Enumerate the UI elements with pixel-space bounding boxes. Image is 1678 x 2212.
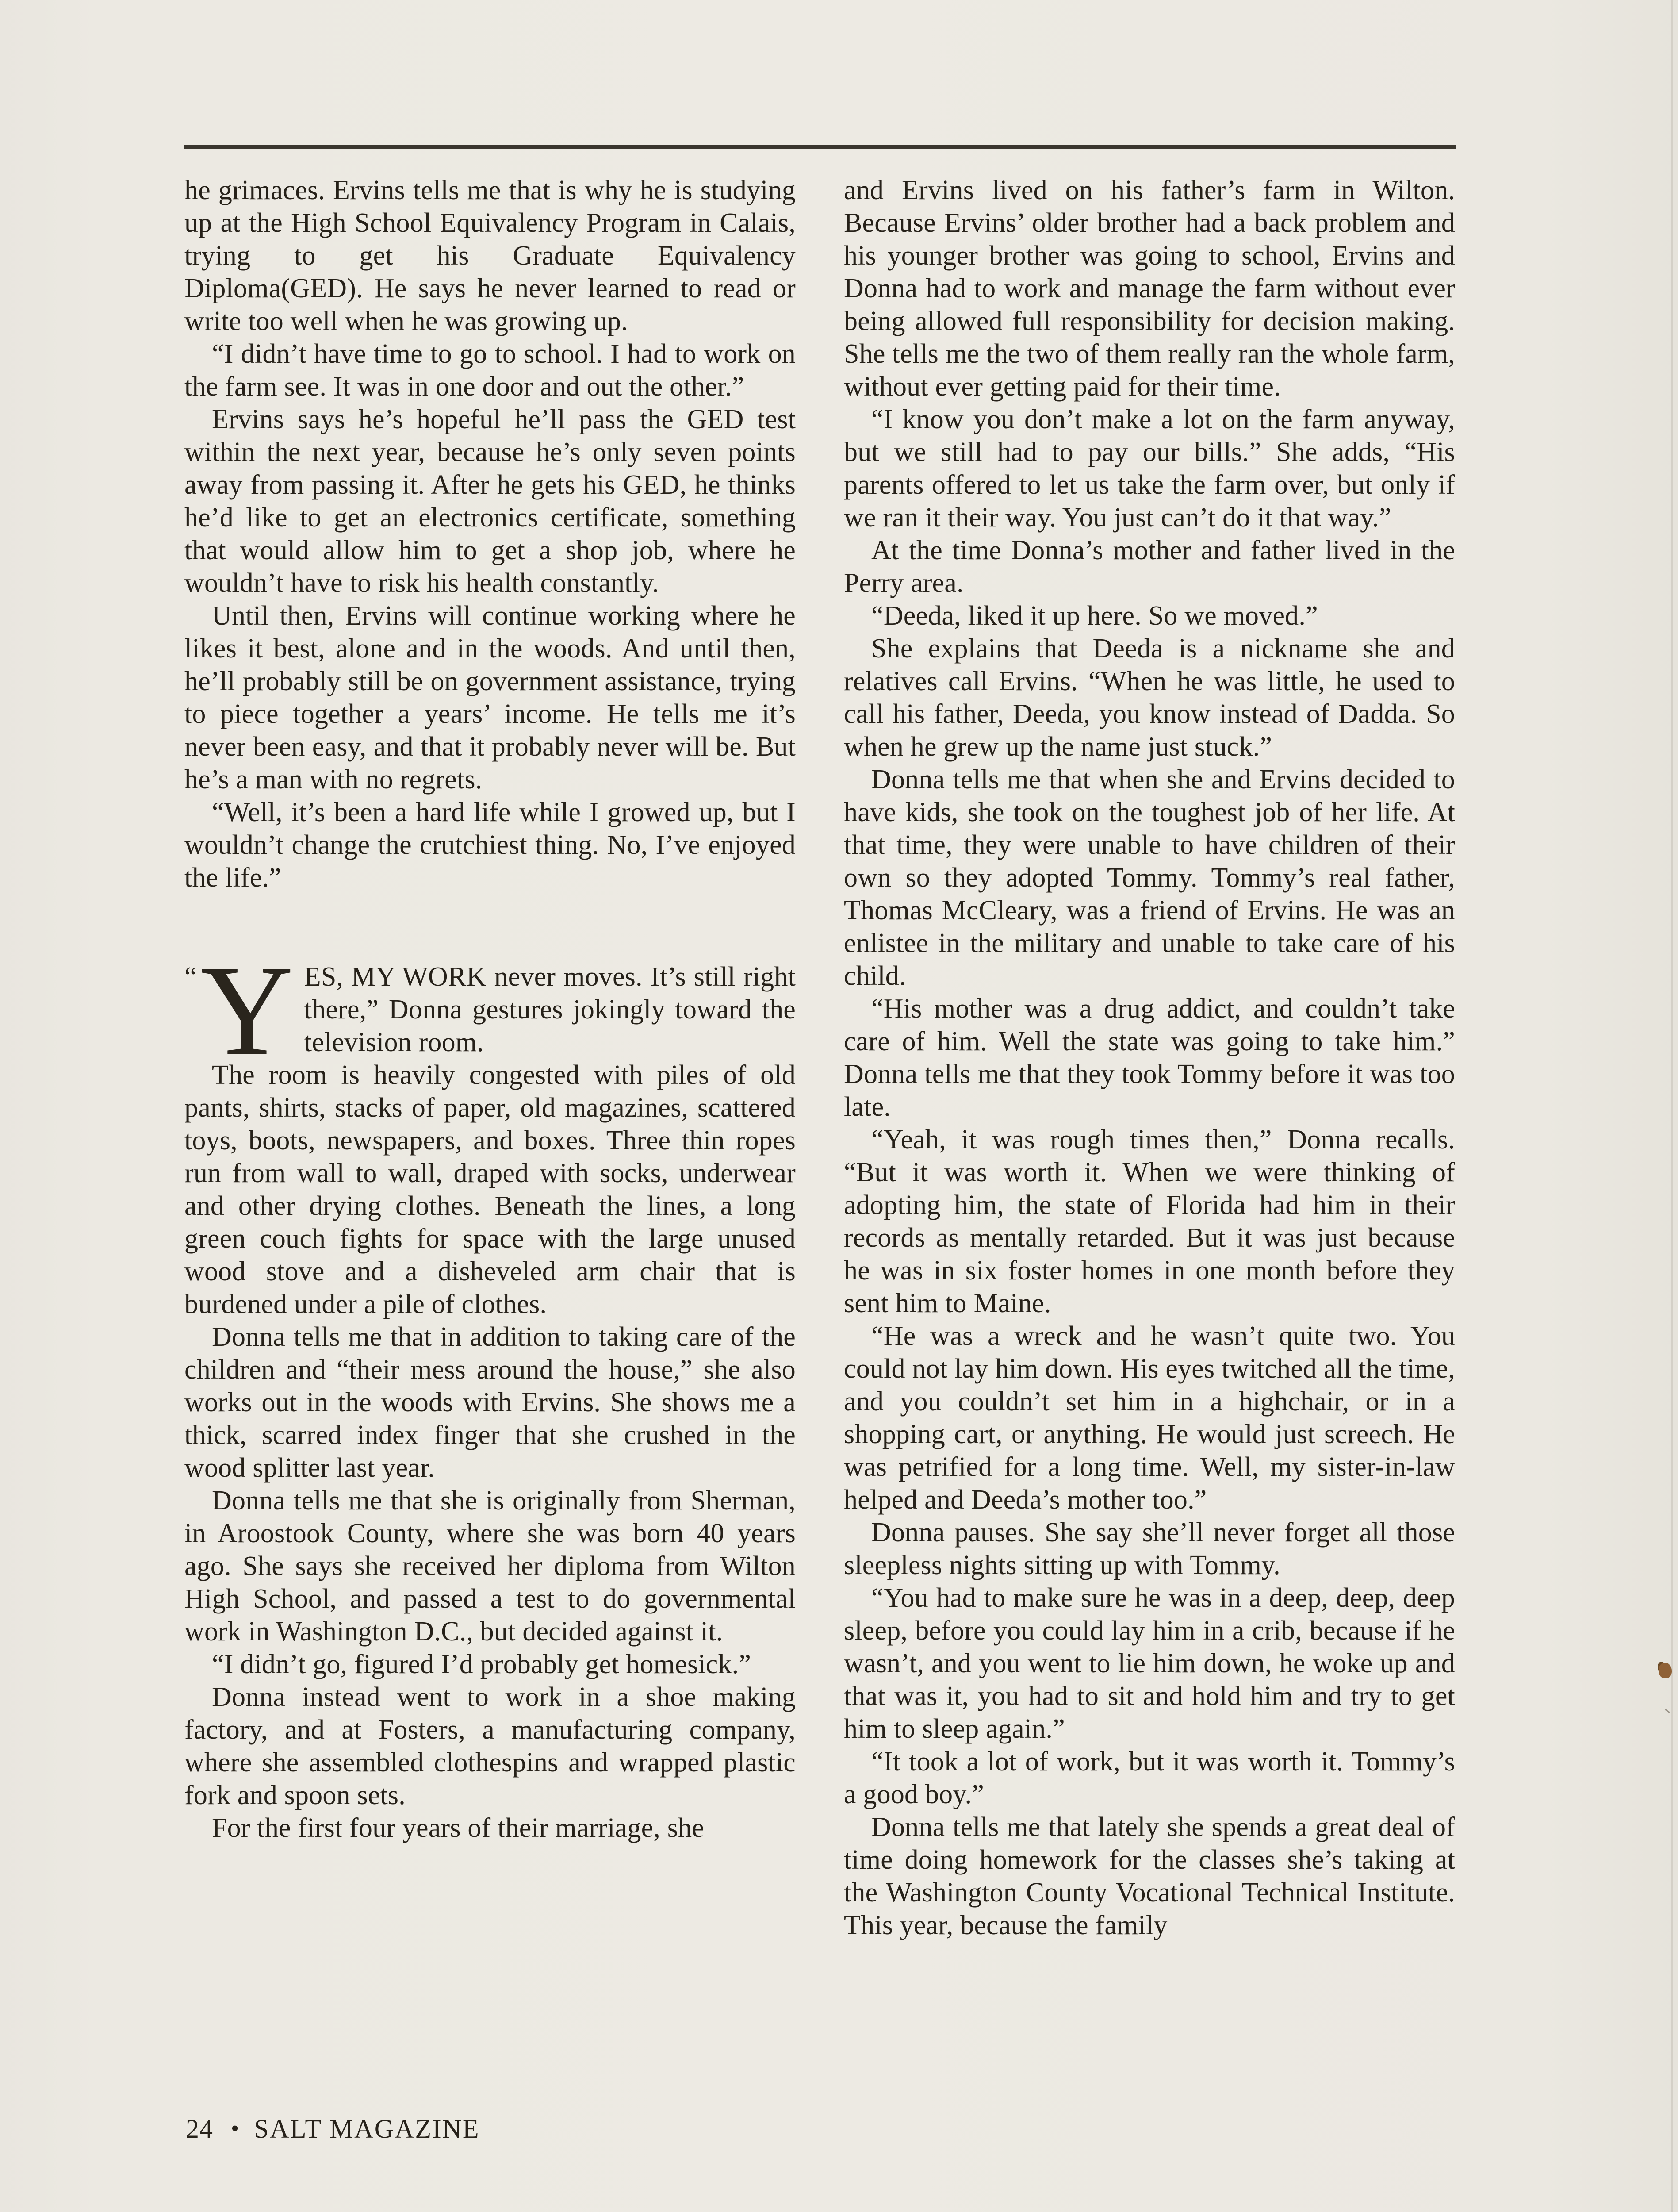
drop-cap-quote: “ (184, 962, 197, 992)
paragraph: “Deeda, liked it up here. So we moved.” (871, 601, 1318, 631)
paragraph: “His mother was a drug addict, and couldn’t take care of him. Well the state was going to take him.” Donna tells me that they took Tommy before it was too late. (844, 994, 1455, 1122)
paragraph: Donna tells me that she is originally from Sherman, in Aroostook County, where she was born 40 years ago. She says she received her diploma from Wilton High School, and passed a test to do governmental work in Washington D.C., but decided against it. (184, 1486, 796, 1647)
page-number: 24 (186, 2114, 213, 2143)
scan-page-edge (1671, 0, 1673, 2212)
paragraph: Ervins says he’s hopeful he’ll pass the GED test within the next year, because he’s only seven points away from passing it. After he gets his GED, he thinks he’d like to get an electronics certificate, something that would allow him to get a shop job, where he wouldn’t have to risk his health constantly. (184, 404, 796, 598)
drop-cap (184, 939, 294, 1082)
bullet-separator-icon: • (231, 2116, 239, 2141)
paragraph: and Ervins lived on his father’s farm in Wilton. Because Ervins’ older brother had a back problem and his younger brother was going to school, Ervins and Donna had to work and manage the farm without ever being allowed full responsibility for decision making. She tells me the two of them really ran the whole farm, without ever getting paid for their time. (844, 175, 1455, 402)
paragraph: Donna tells me that in addition to taking care of the children and “their mess around the house,” she also works out in the woods with Ervins. She shows me a thick, scarred index finger that she crushed in the wood splitter last year. (184, 1322, 796, 1483)
paragraph: The room is heavily congested with piles of old pants, shirts, stacks of paper, old magazines, scattered toys, boots, newspapers, and boxes. Three thin ropes run from wall to wall, draped with socks, underwear and other drying clothes. Beneath the lines, a long green couch fights for space with the large unused wood stove and a disheveled arm chair that is burdened under a pile of clothes. (184, 1060, 796, 1319)
page-footer (186, 2114, 480, 2144)
paragraph: Until then, Ervins will continue working where he likes it best, alone and in the woods. And until then, he’ll probably still be on government assistance, trying to piece together a years’ income. He tells me it’s never been easy, and that it probably never will be. But he’s a man with no regrets. (184, 601, 796, 795)
paragraph: Donna instead went to work in a shoe making factory, and at Fosters, a manufacturing company, where she assembled clothespins and wrapped plastic fork and spoon sets. (184, 1682, 796, 1810)
paragraph: “Well, it’s been a hard life while I growed up, but I wouldn’t change the crutchiest thing. No, I’ve enjoyed the life.” (184, 797, 796, 893)
paragraph: “I didn’t have time to go to school. I had to work on the farm see. It was in one door and out the other.” (184, 339, 796, 402)
paragraph: he grimaces. Ervins tells me that is why he is studying up at the High School Equivalency Program in Calais, trying to get his Graduate Equivalency Diploma(GED). He says he never learned to read or write too well when he was growing up. (184, 175, 796, 336)
magazine-title: SALT MAGAZINE (254, 2114, 480, 2143)
paragraph: “It took a lot of work, but it was worth it. Tommy’s a good boy.” (844, 1747, 1455, 1809)
drop-cap-paragraph: “ Y ES, MY WORK never moves. It’s still right there,” Donna gestures jokingly toward the television room. (184, 939, 796, 1082)
header-rule (184, 145, 1456, 149)
text-column-right (844, 174, 1455, 1942)
scan-speck-artifact (1659, 1663, 1672, 1678)
paragraph: “He was a wreck and he wasn’t quite two. You could not lay him down. His eyes twitched all the time, and you couldn’t set him in a highchair, or in a shopping cart, or anything. He would just screech. He was petrified for a long time. Well, my sister-in-law helped and Deeda’s mother too.” (844, 1321, 1455, 1515)
paragraph: Donna pauses. She say she’ll never forget all those sleepless nights sitting up with Tommy. (844, 1517, 1455, 1580)
paragraph: For the first four years of their marriage, she (212, 1813, 704, 1843)
drop-cap-letter: Y (200, 939, 294, 1082)
paragraph: “Yeah, it was rough times then,” Donna recalls. “But it was worth it. When we were thinking of adopting him, the state of Florida had him in their records as mentally retarded. But it was just because he was in six foster homes in one month before they sent him to Maine. (844, 1125, 1455, 1318)
paragraph: At the time Donna’s mother and father lived in the Perry area. (844, 535, 1455, 598)
paragraph: She explains that Deeda is a nickname she and relatives call Ervins. “When he was little, he used to call his father, Deeda, you know instead of Dadda. So when he grew up the name just stuck.” (844, 634, 1455, 762)
text-column-left (184, 174, 796, 1844)
scan-dash-artifact (1665, 1709, 1670, 1713)
paragraph: Donna tells me that when she and Ervins decided to have kids, she took on the toughest job of her life. At that time, they were unable to have children of their own so they adopted Tommy. Tommy’s real father, Thomas McCleary, was a friend of Ervins. He was an enlistee in the military and unable to take care of his child. (844, 764, 1455, 991)
paragraph: “I didn’t go, figured I’d probably get homesick.” (212, 1649, 751, 1679)
paragraph: “I know you don’t make a lot on the farm anyway, but we still had to pay our bills.” She adds, “His parents offered to let us take the farm over, but only if we ran it their way. You just can’t do it that way.” (844, 404, 1455, 533)
paragraph: “You had to make sure he was in a deep, deep, deep sleep, before you could lay him in a crib, because if he wasn’t, and you went to lie him down, he woke up and that was it, you had to sit and hold him and try to get him to sleep again.” (844, 1583, 1455, 1744)
paragraph: Donna tells me that lately she spends a great deal of time doing homework for the classes she’s taking at the Washington County Vocational Technical Institute. This year, because the family (844, 1812, 1455, 1940)
